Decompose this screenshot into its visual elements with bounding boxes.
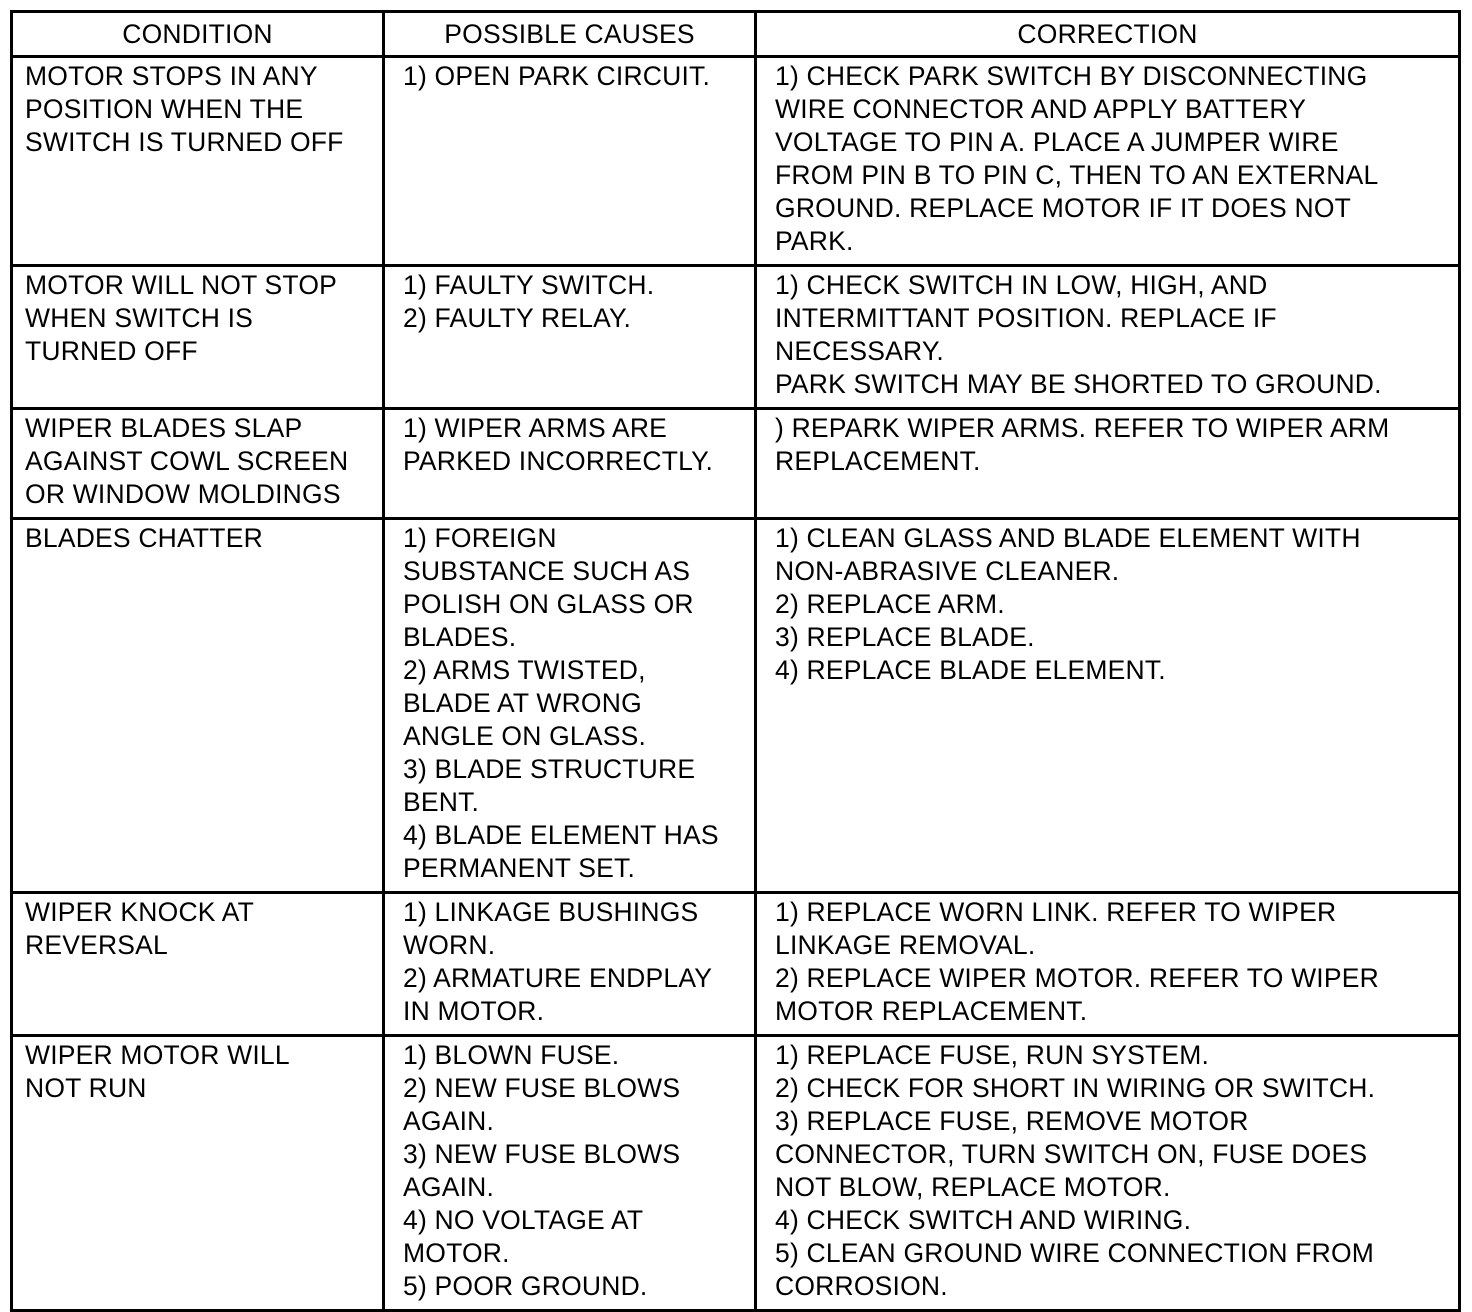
table-row [12,57,1460,266]
possible-causes-line: 2) ARMATURE ENDPLAY [403,963,713,993]
correction-cell [756,1036,1460,1311]
header-correction: CORRECTION [756,12,1460,57]
possible-causes-cell [384,893,756,1036]
correction-line: VOLTAGE TO PIN A. PLACE A JUMPER WIRE [775,127,1339,157]
condition-line: SWITCH IS TURNED OFF [25,127,344,157]
possible-causes-cell [384,57,756,266]
correction-line: 1) REPLACE WORN LINK. REFER TO WIPER [775,897,1337,927]
table-row [12,409,1460,519]
correction-line: NECESSARY. [775,336,944,366]
possible-causes-line: 2) FAULTY RELAY. [403,303,632,333]
possible-causes-line: AGAIN. [403,1106,495,1136]
correction-line: NOT BLOW, REPLACE MOTOR. [775,1172,1171,1202]
correction-line: CONNECTOR, TURN SWITCH ON, FUSE DOES [775,1139,1368,1169]
possible-causes-line: ANGLE ON GLASS. [403,721,647,751]
condition-line: MOTOR WILL NOT STOP [25,270,338,300]
possible-causes-line: BENT. [403,787,480,817]
condition-line: WIPER MOTOR WILL [25,1040,290,1070]
header-condition: CONDITION [12,12,384,57]
correction-line: 3) REPLACE FUSE, REMOVE MOTOR [775,1106,1249,1136]
correction-line: GROUND. REPLACE MOTOR IF IT DOES NOT [775,193,1352,223]
possible-causes-line: 3) BLADE STRUCTURE [403,754,696,784]
correction-line: 1) CHECK PARK SWITCH BY DISCONNECTING [775,61,1368,91]
correction-line: 1) REPLACE FUSE, RUN SYSTEM. [775,1040,1210,1070]
possible-causes-line: 4) NO VOLTAGE AT [403,1205,644,1235]
possible-causes-line: AGAIN. [403,1172,495,1202]
header-row [12,12,1460,57]
correction-cell [756,893,1460,1036]
condition-line: WIPER KNOCK AT [25,897,255,927]
condition-cell [12,519,384,893]
correction-line: PARK SWITCH MAY BE SHORTED TO GROUND. [775,369,1382,399]
correction-line: NON-ABRASIVE CLEANER. [775,556,1120,586]
possible-causes-cell [384,409,756,519]
possible-causes-line: BLADES. [403,622,517,652]
possible-causes-line: POLISH ON GLASS OR [403,589,694,619]
correction-line: MOTOR REPLACEMENT. [775,996,1088,1026]
possible-causes-line: 2) NEW FUSE BLOWS [403,1073,681,1103]
correction-cell [756,409,1460,519]
correction-line: FROM PIN B TO PIN C, THEN TO AN EXTERNAL [775,160,1379,190]
possible-causes-line: WORN. [403,930,496,960]
table-row [12,266,1460,409]
possible-causes-line: PERMANENT SET. [403,853,636,883]
correction-cell [756,57,1460,266]
condition-line: REVERSAL [25,930,168,960]
possible-causes-line: 1) BLOWN FUSE. [403,1040,620,1070]
correction-line: 4) REPLACE BLADE ELEMENT. [775,655,1166,685]
correction-line: INTERMITTANT POSITION. REPLACE IF [775,303,1277,333]
possible-causes-line: 1) OPEN PARK CIRCUIT. [403,61,711,91]
table-row [12,519,1460,893]
correction-line: 3) REPLACE BLADE. [775,622,1035,652]
condition-line: POSITION WHEN THE [25,94,304,124]
table-row [12,1036,1460,1311]
condition-cell [12,893,384,1036]
condition-line: WIPER BLADES SLAP [25,413,303,443]
condition-cell [12,409,384,519]
possible-causes-line: 3) NEW FUSE BLOWS [403,1139,681,1169]
correction-line: LINKAGE REMOVAL. [775,930,1036,960]
condition-cell [12,1036,384,1311]
correction-line: 4) CHECK SWITCH AND WIRING. [775,1205,1192,1235]
possible-causes-line: BLADE AT WRONG [403,688,642,718]
condition-line: WHEN SWITCH IS [25,303,254,333]
possible-causes-line: MOTOR. [403,1238,510,1268]
correction-line: 5) CLEAN GROUND WIRE CONNECTION FROM [775,1238,1375,1268]
correction-line: 2) REPLACE ARM. [775,589,1005,619]
correction-line: REPLACEMENT. [775,446,981,476]
correction-line: 2) REPLACE WIPER MOTOR. REFER TO WIPER [775,963,1379,993]
condition-line: NOT RUN [25,1073,147,1103]
correction-line: WIRE CONNECTOR AND APPLY BATTERY [775,94,1307,124]
possible-causes-line: 1) WIPER ARMS ARE [403,413,668,443]
possible-causes-cell [384,266,756,409]
possible-causes-line: 5) POOR GROUND. [403,1271,648,1301]
correction-line: 1) CHECK SWITCH IN LOW, HIGH, AND [775,270,1268,300]
possible-causes-cell [384,1036,756,1311]
correction-line: CORROSION. [775,1271,948,1301]
condition-line: MOTOR STOPS IN ANY [25,61,318,91]
correction-cell [756,266,1460,409]
possible-causes-line: 2) ARMS TWISTED, [403,655,646,685]
correction-line: 1) CLEAN GLASS AND BLADE ELEMENT WITH [775,523,1361,553]
possible-causes-line: PARKED INCORRECTLY. [403,446,714,476]
troubleshooting-table [10,10,1461,1312]
header-possible-causes: POSSIBLE CAUSES [384,12,756,57]
possible-causes-line: 1) FAULTY SWITCH. [403,270,655,300]
correction-line: PARK. [775,226,854,256]
correction-cell [756,519,1460,893]
condition-line: AGAINST COWL SCREEN [25,446,349,476]
correction-line: 2) CHECK FOR SHORT IN WIRING OR SWITCH. [775,1073,1376,1103]
condition-cell [12,57,384,266]
possible-causes-line: 1) LINKAGE BUSHINGS [403,897,699,927]
possible-causes-line: 1) FOREIGN [403,523,557,553]
condition-line: OR WINDOW MOLDINGS [25,479,341,509]
possible-causes-line: SUBSTANCE SUCH AS [403,556,691,586]
table-body [12,57,1460,1311]
condition-line: TURNED OFF [25,336,198,366]
possible-causes-line: 4) BLADE ELEMENT HAS [403,820,719,850]
condition-line: BLADES CHATTER [25,523,263,553]
correction-line: ) REPARK WIPER ARMS. REFER TO WIPER ARM [775,413,1390,443]
troubleshooting-table-container [10,10,1458,1312]
table-row [12,893,1460,1036]
possible-causes-cell [384,519,756,893]
condition-cell [12,266,384,409]
possible-causes-line: IN MOTOR. [403,996,545,1026]
